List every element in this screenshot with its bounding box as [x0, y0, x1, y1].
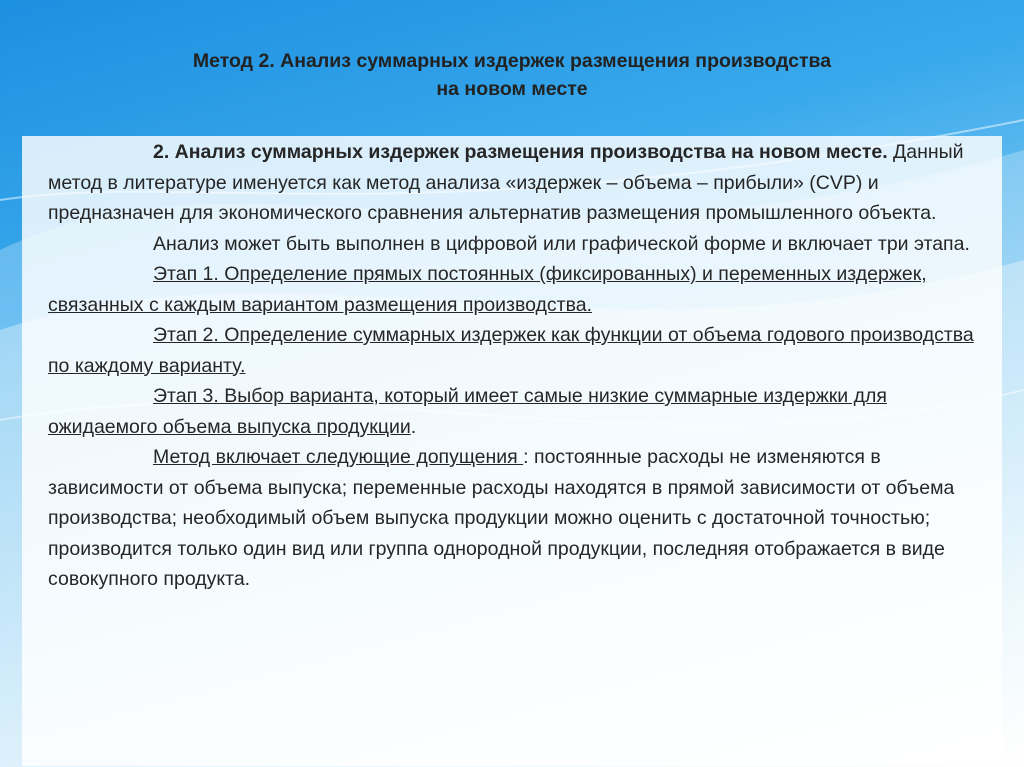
step-3-end: .	[410, 415, 417, 438]
title-line-1: Метод 2. Анализ суммарных издержек размещения производства	[192, 50, 832, 72]
assumptions-lead: Метод включает следующие допущения	[153, 446, 524, 468]
intro-text: Данный метод в литературе именуется как метод анализа «издержек – объема – прибыли» (CVP) и предназначен для экономического сравнения альтернатив размещения промышленного объекта.	[48, 141, 964, 224]
paragraph-assumptions	[48, 442, 978, 595]
intro-heading: 2. Анализ суммарных издержек размещения производства на новом месте.	[153, 141, 888, 163]
paragraph-intro	[48, 137, 978, 229]
paragraph-stages	[48, 229, 978, 260]
slide-body	[48, 137, 978, 595]
step-2	[48, 320, 978, 381]
title-line-2: на новом месте	[436, 78, 588, 100]
assumptions-text: : постоянные расходы не изменяются в зависимости от объема выпуска; переменные расходы находятся в прямой зависимости от объема производства; необходимый объем выпуска продукции можно оценить с достаточной точностью; производится только один вид или группа однородной продукции, последняя отображается в виде совокупного продукта.	[48, 446, 955, 590]
step-2-text: Этап 2. Определение суммарных издержек как функции от объема годового производства по каждому варианту.	[48, 324, 974, 377]
stages-text: Анализ может быть выполнен в цифровой или графической форме и включает три этапа.	[153, 232, 970, 255]
step-3-text: Этап 3. Выбор варианта, который имеет самые низкие суммарные издержки для ожидаемого объема выпуска продукции	[48, 385, 887, 438]
step-3	[48, 381, 978, 442]
step-1	[48, 259, 978, 320]
slide-title	[82, 47, 942, 103]
step-1-text: Этап 1. Определение прямых постоянных (фиксированных) и переменных издержек, связанных с каждым вариантом размещения производства.	[48, 263, 927, 316]
slide	[22, 22, 1002, 766]
